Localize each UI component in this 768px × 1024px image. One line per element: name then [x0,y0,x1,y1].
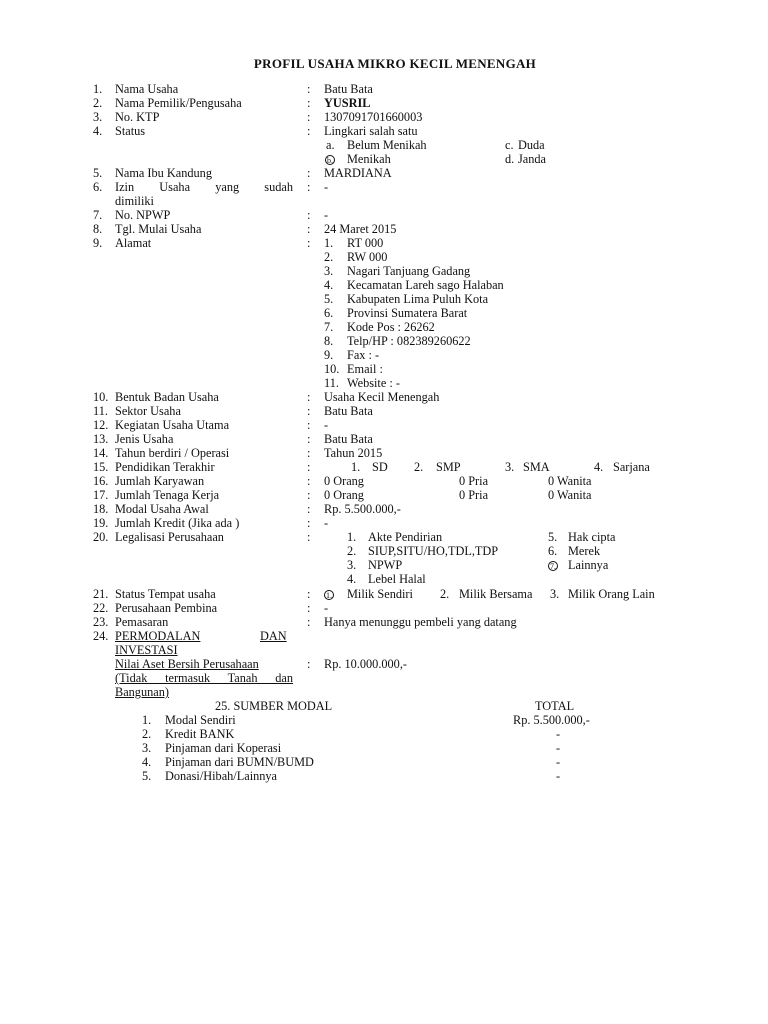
aset-value: Rp. 10.000.000,- [324,657,408,671]
alamat-value: Provinsi Sumatera Barat [347,306,468,320]
sumber-total: - [556,755,561,769]
tempat-value: Milik Orang Lain [568,587,655,601]
row-label: Perusahaan Pembina [115,601,218,615]
alamat-value: Email : [347,362,383,376]
colon: : [307,208,311,222]
row-label: Pendidikan Terakhir [115,460,215,474]
sumber-num: 3. [142,741,152,755]
row-value: Batu Bata [324,432,373,446]
legalisasi-num: 3. [347,558,357,572]
row-number: 9. [93,236,103,250]
legalisasi-value: NPWP [368,558,403,572]
pendidikan-value: SD [372,460,388,474]
aset-label-cont: (Tidak termasuk Tanah dan [115,671,293,685]
row-value: 1307091701660003 [324,110,423,124]
row-value: - [324,180,329,194]
row-value: Lingkari salah satu [324,124,418,138]
row-label: Nama Pemilik/Pengusaha [115,96,242,110]
row-number: 18. [93,502,109,516]
pendidikan-value: SMP [436,460,461,474]
colon: : [307,96,311,110]
row-number: 17. [93,488,109,502]
alamat-value: Nagari Tanjuang Gadang [347,264,471,278]
legalisasi-value: Lebel Halal [368,572,426,586]
legalisasi-num-circled: 7. [550,562,556,572]
row-label: Tahun berdiri / Operasi [115,446,230,460]
colon: : [307,236,311,250]
sumber-total: Rp. 5.500.000,- [513,713,590,727]
colon: : [307,110,311,124]
tenaga-pria: 0 Pria [459,488,489,502]
alamat-num: 5. [324,292,334,306]
alamat-num: 1. [324,236,334,250]
row-label: No. NPWP [115,208,171,222]
colon: : [307,601,311,615]
alamat-value: Kabupaten Lima Puluh Kota [347,292,489,306]
colon: : [307,404,311,418]
row-label: Sektor Usaha [115,404,181,418]
tenaga-orang: 0 Orang [324,488,364,502]
colon: : [307,166,311,180]
row-label: Status Tempat usaha [115,587,216,601]
pendidikan-value: SMA [523,460,550,474]
permodalan-heading-3: INVESTASI [115,643,178,657]
row-number: 7. [93,208,103,222]
alamat-value: Fax : - [347,348,380,362]
row-number: 6. [93,180,103,194]
status-option-mark: c. [505,138,514,152]
legalisasi-num: 6. [548,544,558,558]
pendidikan-num: 1. [351,460,361,474]
aset-label-cont: Bangunan) [115,685,169,699]
row-number: 21. [93,587,109,601]
tempat-num: 3. [550,587,560,601]
row-number: 12. [93,418,109,432]
karyawan-pria: 0 Pria [459,474,489,488]
status-option-label: Duda [518,138,545,152]
alamat-value: Kecamatan Lareh sago Halaban [347,278,504,292]
legalisasi-num: 2. [347,544,357,558]
row-label: Bentuk Badan Usaha [115,390,219,404]
colon: : [307,474,311,488]
sumber-total: - [556,769,561,783]
row-number: 1. [93,82,103,96]
row-value: Batu Bata [324,82,373,96]
row-label: No. KTP [115,110,160,124]
row-number: 24. [93,629,109,643]
row-number: 5. [93,166,103,180]
row-value: - [324,516,329,530]
colon: : [307,460,311,474]
row-number: 19. [93,516,109,530]
alamat-num: 10. [324,362,340,376]
colon: : [307,530,311,544]
colon: : [307,615,311,629]
alamat-value: RT 000 [347,236,384,250]
aset-label: Nilai Aset Bersih Perusahaan [115,657,259,671]
row-number: 15. [93,460,109,474]
sumber-label: Donasi/Hibah/Lainnya [165,769,278,783]
sumber-label: Kredit BANK [165,727,235,741]
alamat-num: 8. [324,334,334,348]
row-label: Tgl. Mulai Usaha [115,222,202,236]
row-value: MARDIANA [324,166,392,180]
row-label: Modal Usaha Awal [115,502,209,516]
total-header: TOTAL [535,699,575,713]
sumber-num: 2. [142,727,152,741]
colon: : [307,390,311,404]
row-label: Jumlah Kredit (Jika ada ) [115,516,240,530]
status-option-mark: d. [505,152,515,166]
row-number: 11. [93,404,108,418]
tempat-value: Milik Bersama [459,587,533,601]
row-value: Rp. 5.500.000,- [324,502,401,516]
sumber-num: 4. [142,755,152,769]
tempat-num: 2. [440,587,450,601]
pendidikan-num: 3. [505,460,515,474]
row-number: 10. [93,390,109,404]
row-label-cont: dimiliki [115,194,154,208]
tempat-num-circled: 1. [326,591,332,601]
tenaga-wanita: 0 Wanita [548,488,592,502]
colon: : [307,516,311,530]
alamat-value: Telp/HP : 082389260622 [347,334,471,348]
colon: : [307,502,311,516]
row-value: Batu Bata [324,404,373,418]
row-value: - [324,418,329,432]
status-option-mark: a. [326,138,335,152]
status-option-mark-circled: b. [327,156,333,166]
row-label: Pemasaran [115,615,169,629]
row-value: YUSRIL [324,96,371,110]
colon: : [307,587,311,601]
row-label: Kegiatan Usaha Utama [115,418,230,432]
page-title: PROFIL USAHA MIKRO KECIL MENENGAH [253,56,537,71]
row-label: Jumlah Tenaga Kerja [115,488,220,502]
alamat-num: 6. [324,306,334,320]
alamat-value: Kode Pos : 26262 [347,320,435,334]
alamat-value: Website : - [347,376,400,390]
row-label: Jumlah Karyawan [115,474,205,488]
alamat-num: 7. [324,320,334,334]
row-value: - [324,208,329,222]
sumber-num: 5. [142,769,152,783]
colon: : [307,180,311,194]
colon: : [307,124,311,138]
pendidikan-num: 4. [594,460,604,474]
status-option-label: Belum Menikah [347,138,427,152]
row-label: Alamat [115,236,152,250]
colon: : [307,82,311,96]
legalisasi-num: 5. [548,530,558,544]
row-label: Nama Usaha [115,82,179,96]
alamat-num: 4. [324,278,334,292]
row-label: Jenis Usaha [115,432,174,446]
row-number: 20. [93,530,109,544]
colon: : [307,432,311,446]
row-value: Usaha Kecil Menengah [324,390,440,404]
permodalan-heading: PERMODALAN [115,629,201,643]
status-option-label: Janda [518,152,546,166]
alamat-num: 3. [324,264,334,278]
legalisasi-value: Hak cipta [568,530,616,544]
row-number: 23. [93,615,109,629]
sumber-label: Pinjaman dari Koperasi [165,741,282,755]
row-label: Izin Usaha yang sudah [115,180,293,194]
sumber-modal-header: 25. SUMBER MODAL [215,699,333,713]
legalisasi-value: SIUP,SITU/HO,TDL,TDP [368,544,499,558]
colon: : [307,488,311,502]
karyawan-orang: 0 Orang [324,474,364,488]
row-value: 24 Maret 2015 [324,222,397,236]
legalisasi-value: Merek [568,544,601,558]
sumber-num: 1. [142,713,152,727]
colon: : [307,418,311,432]
alamat-num: 11. [324,376,339,390]
row-value: Hanya menunggu pembeli yang datang [324,615,517,629]
row-number: 2. [93,96,103,110]
row-number: 14. [93,446,109,460]
row-number: 3. [93,110,103,124]
karyawan-wanita: 0 Wanita [548,474,592,488]
legalisasi-num: 1. [347,530,357,544]
sumber-label: Pinjaman dari BUMN/BUMD [165,755,314,769]
row-label: Nama Ibu Kandung [115,166,212,180]
row-label: Status [115,124,146,138]
row-value: Tahun 2015 [324,446,383,460]
row-label: Legalisasi Perusahaan [115,530,224,544]
colon: : [307,222,311,236]
row-number: 4. [93,124,103,138]
tempat-value: Milik Sendiri [347,587,413,601]
row-number: 13. [93,432,109,446]
alamat-num: 9. [324,348,334,362]
alamat-value: RW 000 [347,250,388,264]
colon: : [307,657,311,671]
permodalan-heading-2: DAN [260,629,287,643]
pendidikan-value: Sarjana [613,460,650,474]
legalisasi-value: Lainnya [568,558,609,572]
legalisasi-value: Akte Pendirian [368,530,443,544]
pendidikan-num: 2. [414,460,424,474]
alamat-num: 2. [324,250,334,264]
row-number: 22. [93,601,109,615]
legalisasi-num: 4. [347,572,357,586]
row-number: 8. [93,222,103,236]
row-value: - [324,601,329,615]
colon: : [307,446,311,460]
row-number: 16. [93,474,109,488]
sumber-total: - [556,741,561,755]
sumber-label: Modal Sendiri [165,713,236,727]
status-option-label: Menikah [347,152,391,166]
sumber-total: - [556,727,561,741]
